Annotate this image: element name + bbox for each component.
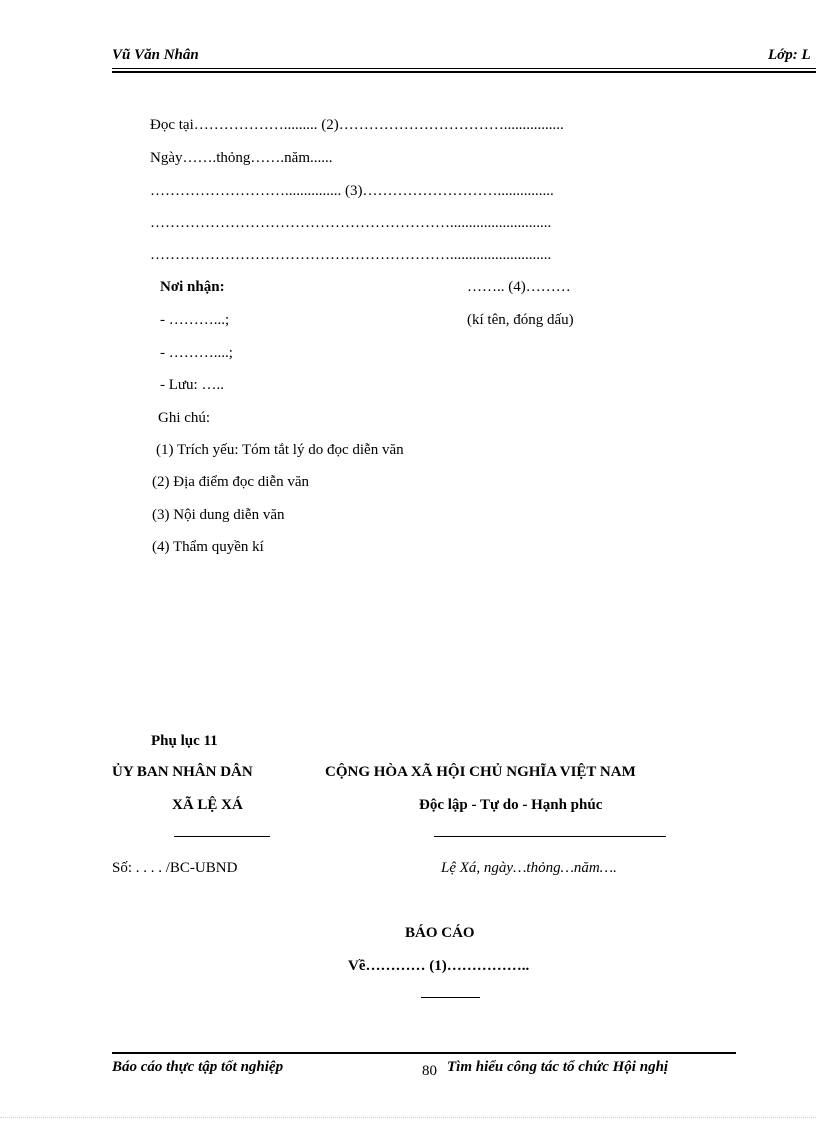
title-underline — [421, 997, 480, 998]
footer-right: Tìm hiểu công tác tổ chức Hội nghị — [447, 1059, 669, 1075]
form-line-read-at: Đọc tại………………......... (2)……………………………................ — [150, 117, 564, 133]
org-subname: XÃ LỆ XÁ — [172, 797, 243, 813]
note-item: (1) Trích yếu: Tóm tắt lý do đọc diễn văn — [156, 442, 404, 458]
form-line-date: Ngày…….thỏng…….năm...... — [150, 150, 333, 166]
motto-underline — [434, 836, 666, 837]
page-number: 80 — [422, 1063, 437, 1079]
signer-line: …….. (4)……… — [467, 279, 571, 295]
org-name: ỦY BAN NHÂN DÂN — [112, 764, 253, 780]
form-line-dots-2: ……………………………………………………........................... — [150, 247, 552, 263]
footer-rule — [112, 1052, 736, 1054]
document-number: Số: . . . . /BC-UBND — [112, 860, 238, 876]
report-subject: Về………… (1)…………….. — [348, 958, 530, 974]
recipient-archive: - Lưu: ….. — [160, 377, 224, 393]
form-line-dots-1: ……………………………………………………........................... — [150, 215, 552, 231]
note-item: (2) Địa điểm đọc diễn văn — [152, 474, 310, 490]
report-title: BÁO CÁO — [405, 925, 475, 941]
place-date: Lệ Xá, ngày…thỏng…năm…. — [441, 860, 617, 876]
note-item: (4) Thẩm quyền kí — [152, 539, 264, 555]
nation-motto: Độc lập - Tự do - Hạnh phúc — [419, 797, 603, 813]
recipients-title: Nơi nhận: — [160, 279, 225, 295]
signer-note: (kí tên, đóng dấu) — [467, 312, 574, 328]
org-underline — [174, 836, 270, 837]
header-class: Lớp: L — [768, 47, 811, 63]
recipient-item: - ………....; — [160, 345, 233, 361]
page-edge — [0, 1117, 816, 1118]
form-line-content: ………………………............... (3)………………………............... — [150, 183, 554, 199]
recipient-item: - ………...; — [160, 312, 230, 328]
footer-left: Báo cáo thực tập tốt nghiệp — [112, 1059, 284, 1075]
nation-name: CỘNG HÒA XÃ HỘI CHỦ NGHĨA VIỆT NAM — [325, 764, 636, 780]
appendix-title: Phụ lục 11 — [151, 733, 218, 749]
notes-title: Ghi chú: — [158, 410, 211, 426]
note-item: (3) Nội dung diễn văn — [152, 507, 285, 523]
header-author: Vũ Văn Nhân — [112, 47, 199, 63]
header-rule — [112, 68, 816, 73]
